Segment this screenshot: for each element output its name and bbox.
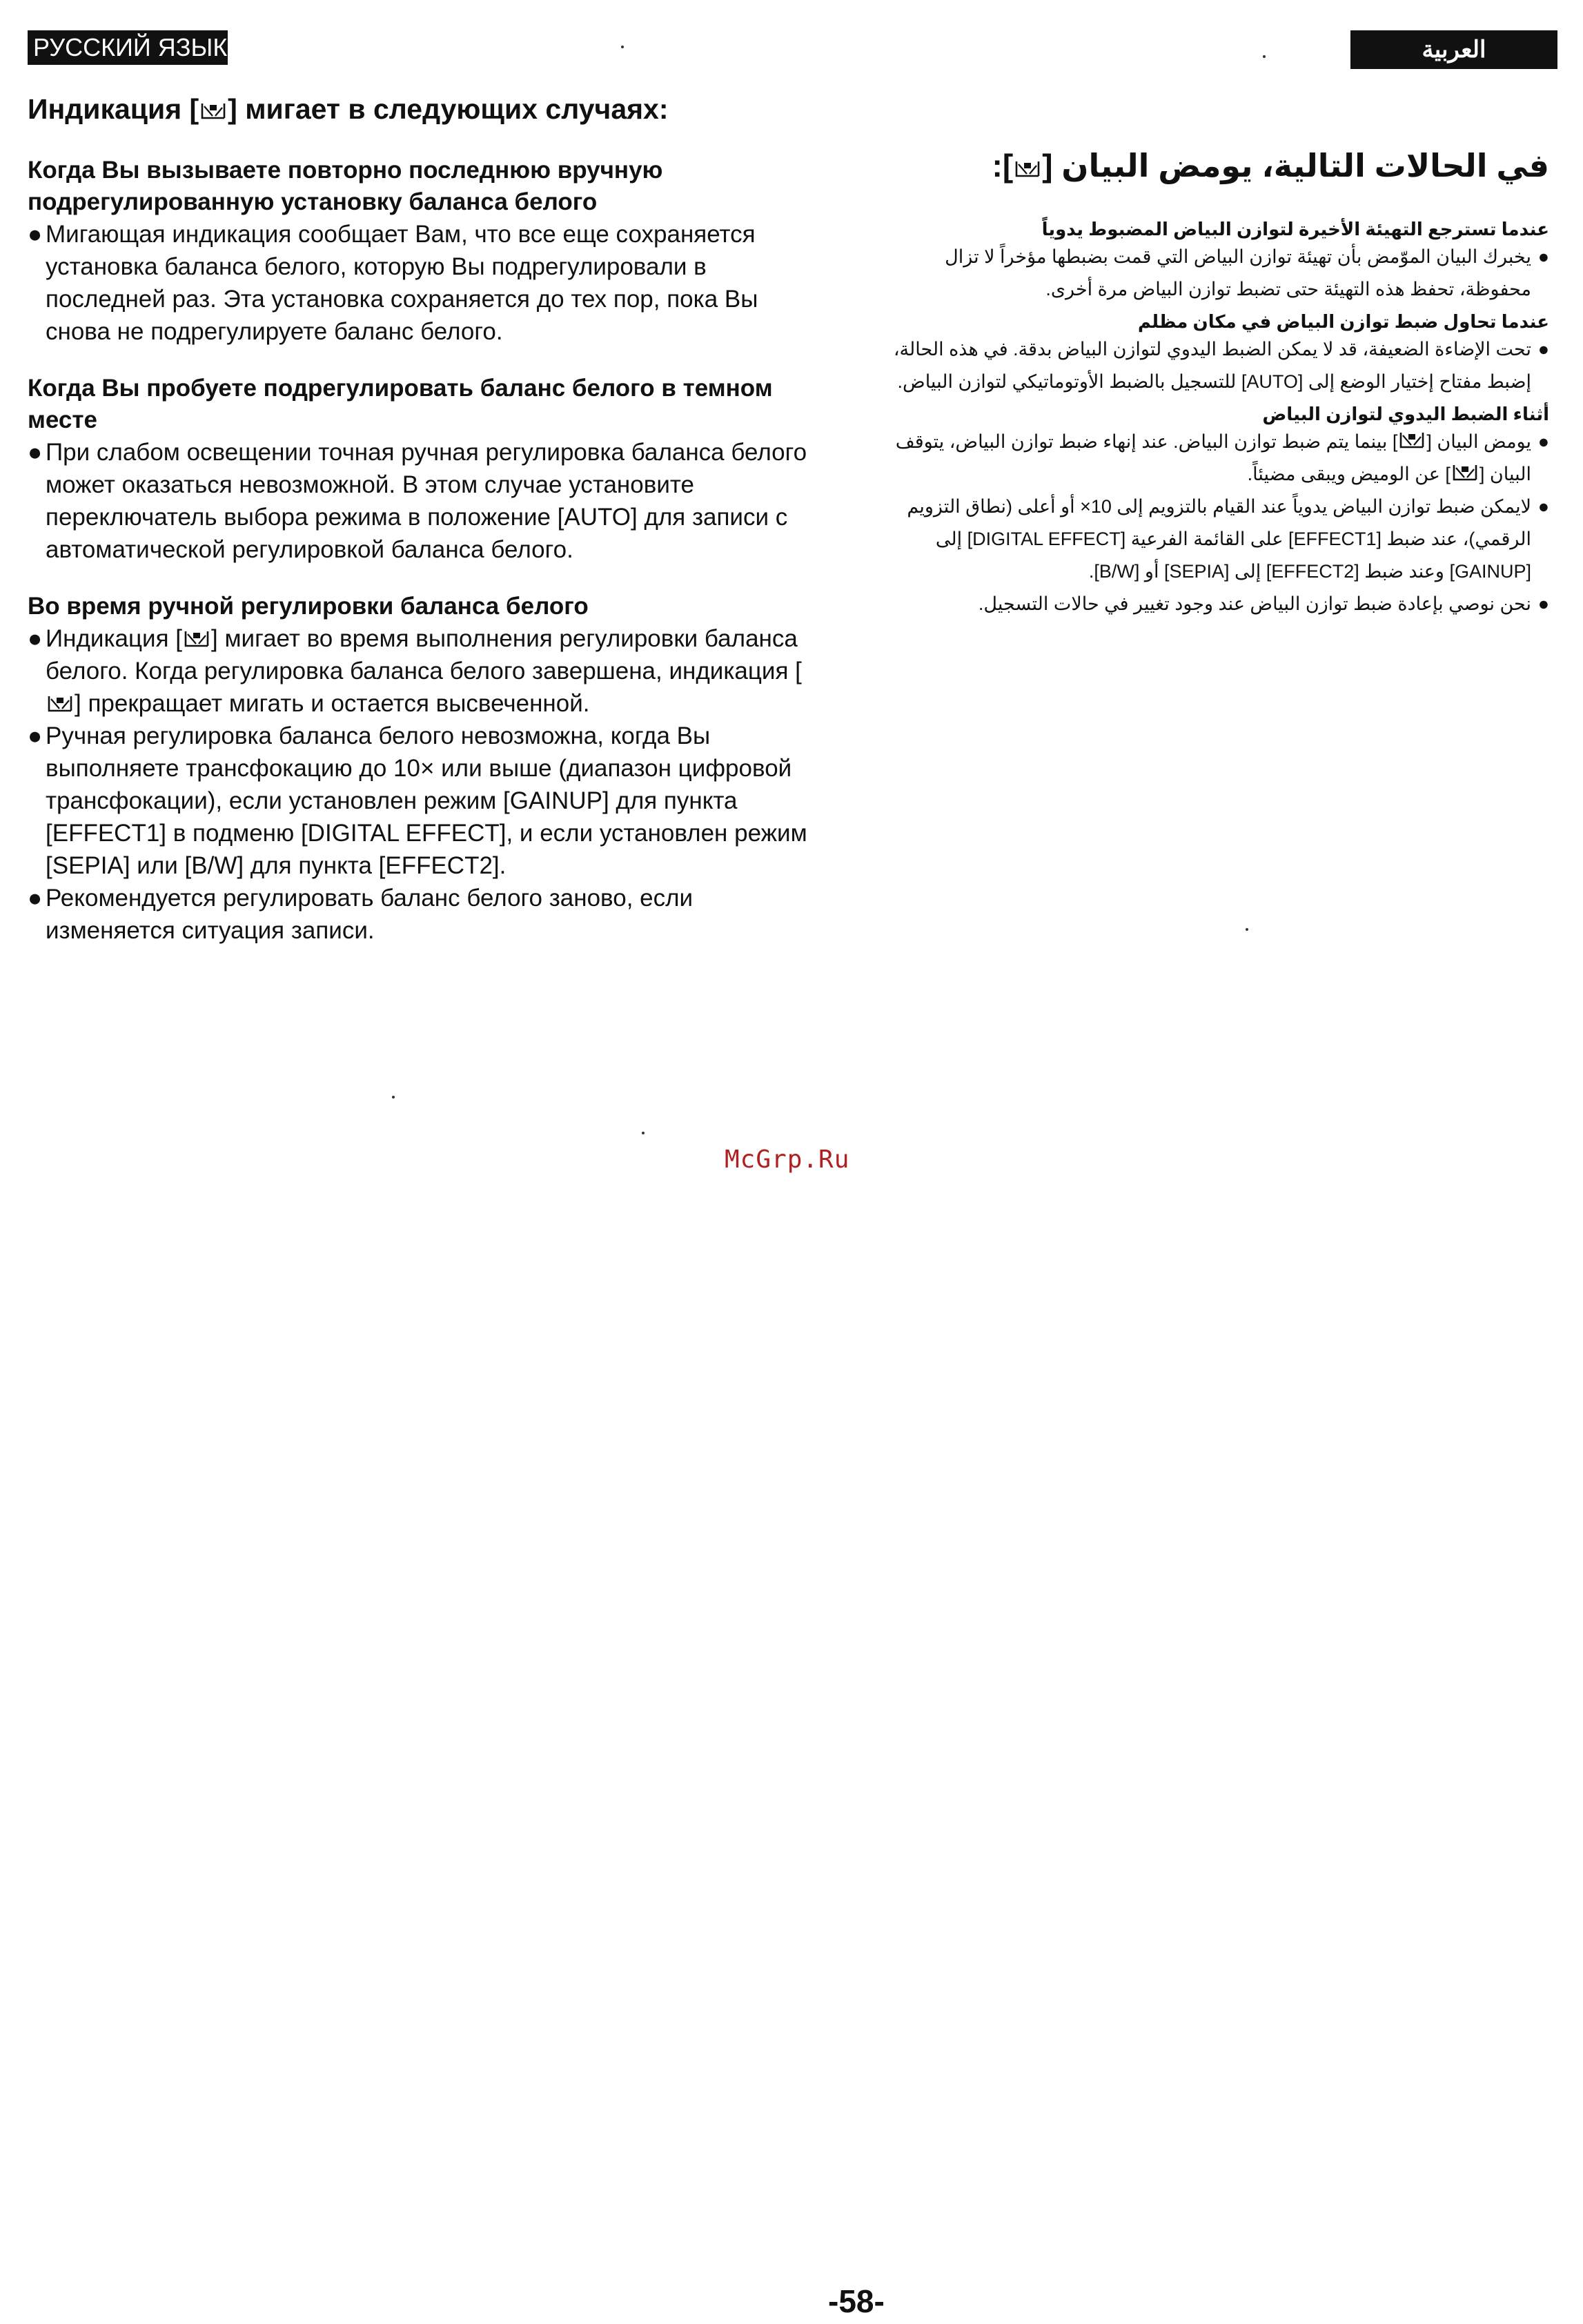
scan-speck — [392, 1096, 395, 1099]
bullet-text: При слабом освещении точная ручная регулировка баланса белого может оказаться невозможной. В этом случае установите переключатель выбора режима в положение [AUTO] для записи с автоматической регулировкой баланса белого. — [46, 439, 807, 563]
scan-speck — [621, 46, 624, 48]
bullet-dot: ● — [28, 439, 43, 466]
section-subhead: أثناء الضبط اليدوي لتوازن البياض — [1262, 404, 1549, 424]
watermark: McGrp.Ru — [725, 1145, 850, 1174]
white-balance-icon — [1452, 462, 1478, 482]
scan-speck — [1246, 928, 1248, 931]
list-item — [869, 588, 1549, 620]
bullet-dot: ● — [1537, 246, 1549, 267]
bullet-text: تحت الإضاءة الضعيفة، قد لا يمكن الضبط اليدوي لتوازن البياض بدقة. في هذه الحالة، إضبط مفتاح إختيار الوضع إلى [AUTO] للتسجيل بالضبط الأوتوماتيكي لتوازن البياض. — [893, 339, 1531, 392]
bullet-dot: ● — [1537, 339, 1549, 360]
bullet-dot: ● — [28, 221, 43, 248]
section-subhead: Когда Вы вызываете повторно последнюю вручную подрегулированную установку баланса белого — [28, 157, 663, 215]
list-item — [869, 333, 1549, 398]
bullet-dot: ● — [1537, 593, 1549, 614]
arabic-section-dark — [869, 310, 1549, 398]
list-item — [28, 218, 807, 348]
white-balance-icon — [47, 693, 73, 713]
arabic-section-manual — [869, 402, 1549, 620]
bullet-text: ] عن الوميض ويبقى مضيئاً. — [1247, 464, 1451, 484]
bullet-text: ] мигает во время выполнения регулировки баланса белого. Когда регулировка баланса белого завершена, индикация [ — [46, 625, 802, 685]
bullet-text: Ручная регулировка баланса белого невозможна, когда Вы выполняете трансфокацию до 10× или выше (диапазон цифровой трансфокации), если установлен режим [GAINUP] для пункта [EFFECT1] в подменю [DIGITAL EFFECT], и если установлен режим [SEPIA] или [B/W] для пункта [EFFECT2]. — [46, 722, 807, 879]
bullet-dot: ● — [1537, 431, 1549, 452]
bullet-text: Рекомендуется регулировать баланс белого заново, если изменяется ситуация записи. — [46, 885, 694, 944]
list-item — [869, 491, 1549, 588]
language-tab-arabic: العربية — [1350, 30, 1557, 69]
list-item — [28, 720, 807, 882]
heading-text-pre: في الحالات التالية، يومض البيان [ — [1042, 148, 1549, 184]
section-subhead: Во время ручной регулировки баланса белого — [28, 593, 589, 620]
heading-text-post: ] мигает в следующих случаях: — [228, 93, 669, 125]
bullet-text: يومض البيان [ — [1426, 431, 1531, 452]
white-balance-icon — [200, 101, 226, 120]
bullet-text: ] بينما يتم ضبط توازن البياض. عند إنهاء ضبط توازن البياض، يتوقف البيان [ — [895, 431, 1531, 484]
section-subhead: Когда Вы пробуете подрегулировать баланс белого в темном месте — [28, 375, 773, 433]
arabic-column — [869, 141, 1549, 624]
russian-section-recall — [28, 155, 807, 348]
arabic-section-recall — [869, 217, 1549, 306]
bullet-text: يخبرك البيان الموّمض بأن تهيئة توازن البياض التي قمت بضبطها مؤخراً لا تزال محفوظة، تحفظ هذه التهيئة حتى تضبط توازن البياض مرة أخرى. — [945, 246, 1531, 299]
section-subhead: عندما تسترجع التهيئة الأخيرة لتوازن البياض المضبوط يدوياً — [1041, 219, 1549, 239]
bullet-text: ] прекращает мигать и остается высвеченной. — [75, 690, 590, 717]
list-item — [28, 882, 807, 947]
white-balance-icon — [1014, 159, 1041, 178]
list-item — [28, 622, 807, 720]
bullet-dot: ● — [28, 885, 43, 912]
arabic-heading — [869, 141, 1549, 190]
bullet-text: نحن نوصي بإعادة ضبط توازن البياض عند وجود تغيير في حالات التسجيل. — [978, 593, 1531, 614]
russian-section-manual — [28, 591, 807, 947]
language-tab-russian: РУССКИЙ ЯЗЫК — [28, 30, 228, 65]
heading-text-pre: Индикация [ — [28, 93, 199, 125]
russian-column — [28, 90, 807, 972]
white-balance-icon — [1399, 430, 1425, 449]
page-number: -58- — [828, 2283, 885, 2319]
list-item — [869, 426, 1549, 491]
bullet-text: لايمكن ضبط توازن البياض يدوياً عند القيام بالتزويم إلى 10× أو أعلى (نطاق التزويم الرقمي)، عند ضبط [EFFECT1] على القائمة الفرعية [DIGITAL EFFECT] إلى [GAINUP] وعند ضبط [EFFECT2] إلى [SEPIA] أو [B/W]. — [907, 496, 1531, 582]
heading-text-post: ]: — [992, 148, 1014, 184]
bullet-dot: ● — [1537, 496, 1549, 517]
bullet-text: Индикация [ — [46, 625, 183, 652]
list-item — [869, 241, 1549, 306]
list-item — [28, 436, 807, 566]
bullet-dot: ● — [28, 722, 43, 749]
section-subhead: عندما تحاول ضبط توازن البياض في مكان مظلم — [1137, 311, 1549, 332]
russian-section-dark — [28, 373, 807, 566]
russian-heading — [28, 90, 807, 128]
scan-speck — [642, 1132, 645, 1134]
scan-speck — [1263, 55, 1266, 58]
bullet-dot: ● — [28, 625, 43, 652]
bullet-text: Мигающая индикация сообщает Вам, что все еще сохраняется установка баланса белого, которую Вы подрегулировали в последней раз. Эта установка сохраняется до тех пор, пока Вы снова не подрегулируете баланс белого. — [46, 221, 758, 345]
white-balance-icon — [184, 629, 210, 648]
